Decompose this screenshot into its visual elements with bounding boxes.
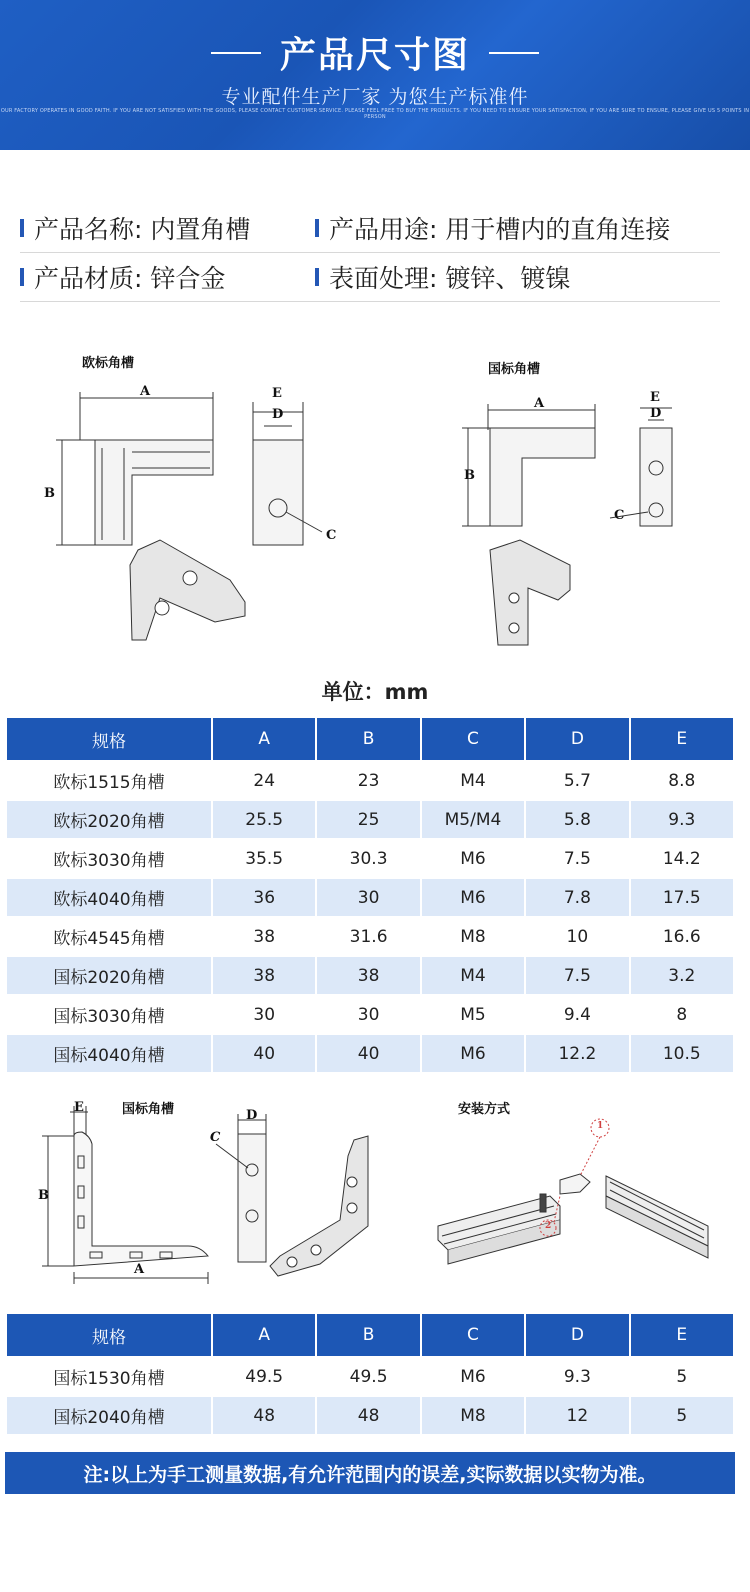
gb-dim-c: C: [614, 508, 625, 523]
gb-dim-b: B: [464, 468, 475, 483]
cell: M8: [422, 918, 524, 955]
cell: M8: [422, 1397, 524, 1434]
col-header-d: D: [526, 1314, 628, 1356]
col-header-a: A: [213, 1314, 315, 1356]
product-material-text: 产品材质: 锌合金: [34, 264, 226, 293]
cell: 35.5: [213, 840, 315, 877]
gb2-dim-a: A: [134, 1262, 145, 1277]
cell: 30.3: [317, 840, 419, 877]
gb2-diagram-title: 国标角槽: [122, 1102, 175, 1117]
cell: 38: [317, 957, 419, 994]
surface-treatment-text: 表面处理: 镀锌、镀镍: [329, 264, 571, 293]
install-drawing: [430, 1096, 730, 1306]
cell: 49.5: [213, 1358, 315, 1395]
product-usage: [315, 203, 670, 253]
table-row: [7, 1035, 733, 1072]
product-name: [20, 203, 250, 253]
spec-table-2: [5, 1312, 735, 1436]
col-header-b: B: [317, 718, 419, 760]
product-usage-text: 产品用途: 用于槽内的直角连接: [329, 215, 671, 244]
cell: 8.8: [631, 762, 733, 799]
cell: 国标2040角槽: [7, 1397, 211, 1434]
table-row: [7, 762, 733, 799]
col-header-spec: 规格: [7, 1314, 211, 1356]
gb-dim-e: E: [650, 390, 660, 405]
eu-dim-a: A: [140, 384, 151, 399]
col-header-e: E: [631, 718, 733, 760]
gb-drawing: [440, 350, 740, 660]
eu-drawing: [40, 340, 360, 660]
col-header-c: C: [422, 1314, 524, 1356]
surface-treatment: [315, 252, 570, 302]
cell: M6: [422, 840, 524, 877]
cell: 7.5: [526, 957, 628, 994]
cell: 欧标4545角槽: [7, 918, 211, 955]
cell: 48: [317, 1397, 419, 1434]
cell: 欧标1515角槽: [7, 762, 211, 799]
table-row: [7, 957, 733, 994]
gb-corner-diagram: [440, 350, 740, 660]
cell: M6: [422, 1358, 524, 1395]
bullet-bar: [20, 268, 24, 286]
table-row: [7, 996, 733, 1033]
cell: 25: [317, 801, 419, 838]
page-title: 产品尺寸图: [279, 35, 470, 76]
eu-dim-b: B: [44, 486, 55, 501]
cell: 国标3030角槽: [7, 996, 211, 1033]
cell: 40: [317, 1035, 419, 1072]
cell: 38: [213, 957, 315, 994]
table-row: [7, 1397, 733, 1434]
table-row: [7, 879, 733, 916]
cell: 9.3: [526, 1358, 628, 1395]
cell: 17.5: [631, 879, 733, 916]
info-row-2: [20, 252, 720, 302]
cell: 欧标4040角槽: [7, 879, 211, 916]
eu-dim-d: D: [272, 407, 284, 422]
cell: 7.8: [526, 879, 628, 916]
cell: 10.5: [631, 1035, 733, 1072]
cell: 9.4: [526, 996, 628, 1033]
table-row: [7, 840, 733, 877]
table-2-header: [7, 1314, 733, 1356]
cell: 24: [213, 762, 315, 799]
gb2-dim-d: D: [246, 1108, 258, 1123]
cell: 国标4040角槽: [7, 1035, 211, 1072]
gb-diagram-title: 国标角槽: [488, 362, 541, 377]
cell: 40: [213, 1035, 315, 1072]
col-header-spec: 规格: [7, 718, 211, 760]
eu-dim-c: C: [326, 528, 337, 543]
cell: 5: [631, 1397, 733, 1434]
bullet-bar: [315, 219, 319, 237]
cell: M5/M4: [422, 801, 524, 838]
unit-label: 单位：mm: [321, 680, 429, 704]
tagline: OUR FACTORY OPERATES IN GOOD FAITH. IF YOU ARE NOT SATISFIED WITH THE GOODS, PLEASE CONTACT CUSTOMER SERVICE. PLEASE FEEL FREE TO BUY THE PRODUCTS. IF YOU NEED TO ENSURE YOUR SATISFACTION, IF YOU ARE SURE TO ENSURE, PLEASE GIVE US 5 POINTS IN PERSON: [0, 108, 750, 120]
gb2-drawing: [30, 1096, 390, 1306]
install-diagram: [430, 1096, 730, 1306]
cell: 30: [317, 879, 419, 916]
cell: 25.5: [213, 801, 315, 838]
install-title: 安装方式: [458, 1102, 511, 1117]
gb-dim-a: A: [534, 396, 545, 411]
table-1-header: [7, 718, 733, 760]
table-row: [7, 1358, 733, 1395]
cell: 国标2020角槽: [7, 957, 211, 994]
col-header-a: A: [213, 718, 315, 760]
eu-dim-e: E: [272, 386, 282, 401]
disclaimer-note: 注:以上为手工测量数据,有允许范围内的误差,实际数据以实物为准。: [5, 1452, 735, 1494]
cell: 49.5: [317, 1358, 419, 1395]
title-left-rule: [211, 52, 261, 54]
cell: 国标1530角槽: [7, 1358, 211, 1395]
install-marker-2: 2: [545, 1221, 552, 1231]
cell: 欧标3030角槽: [7, 840, 211, 877]
cell: 12: [526, 1397, 628, 1434]
cell: 5.7: [526, 762, 628, 799]
cell: 36: [213, 879, 315, 916]
cell: M4: [422, 957, 524, 994]
install-marker-1: 1: [597, 1121, 604, 1131]
bullet-bar: [315, 268, 319, 286]
bullet-bar: [20, 219, 24, 237]
product-material: [20, 252, 225, 302]
product-name-text: 产品名称: 内置角槽: [34, 215, 251, 244]
title-right-rule: [489, 52, 539, 54]
gb2-dim-c: C: [210, 1130, 221, 1145]
cell: 14.2: [631, 840, 733, 877]
cell: 5.8: [526, 801, 628, 838]
cell: 9.3: [631, 801, 733, 838]
cell: M5: [422, 996, 524, 1033]
gb-angle-diagram: [30, 1096, 390, 1306]
gb2-dim-e: E: [74, 1100, 84, 1115]
cell: 3.2: [631, 957, 733, 994]
cell: M6: [422, 879, 524, 916]
cell: 38: [213, 918, 315, 955]
cell: 23: [317, 762, 419, 799]
gb2-dim-b: B: [38, 1188, 49, 1203]
spec-table-1: [5, 716, 735, 1074]
cell: 12.2: [526, 1035, 628, 1072]
cell: M4: [422, 762, 524, 799]
cell: 7.5: [526, 840, 628, 877]
header-banner: [0, 0, 750, 150]
cell: M6: [422, 1035, 524, 1072]
cell: 16.6: [631, 918, 733, 955]
info-row-1: [20, 203, 720, 253]
col-header-c: C: [422, 718, 524, 760]
col-header-e: E: [631, 1314, 733, 1356]
cell: 5: [631, 1358, 733, 1395]
cell: 8: [631, 996, 733, 1033]
col-header-b: B: [317, 1314, 419, 1356]
cell: 31.6: [317, 918, 419, 955]
col-header-d: D: [526, 718, 628, 760]
table-row: [7, 918, 733, 955]
table-row: [7, 801, 733, 838]
page-subtitle: 专业配件生产厂家 为您生产标准件: [221, 86, 529, 108]
cell: 30: [317, 996, 419, 1033]
eu-diagram-title: 欧标角槽: [82, 356, 135, 371]
cell: 欧标2020角槽: [7, 801, 211, 838]
cell: 10: [526, 918, 628, 955]
cell: 30: [213, 996, 315, 1033]
eu-corner-diagram: [40, 340, 360, 660]
gb-dim-d: D: [650, 406, 662, 421]
cell: 48: [213, 1397, 315, 1434]
